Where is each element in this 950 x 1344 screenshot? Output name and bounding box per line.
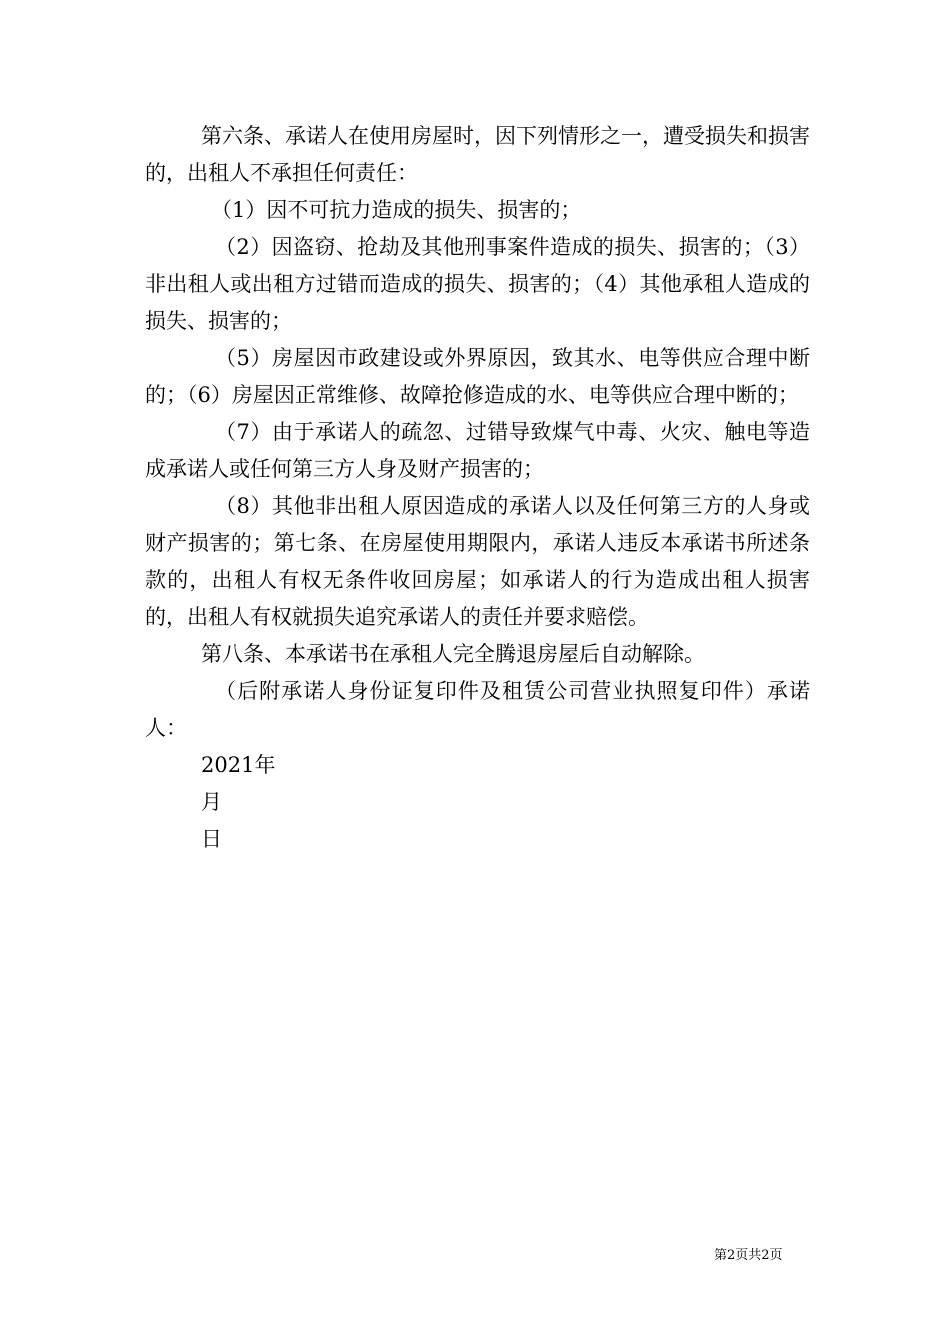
attachment-note-paragraph: （后附承诺人身份证复印件及租赁公司营业执照复印件）承诺人： <box>145 679 810 740</box>
page-number-footer: 第2页共2页 <box>714 1248 783 1263</box>
item-1-paragraph: （1）因不可抗力造成的损失、损害的； <box>211 198 582 222</box>
item-2-4-paragraph: （2）因盗窃、抢劫及其他刑事案件造成的损失、损害的；（3）非出租人或出租方过错而造成的损失、损害的；（4）其他承租人造成的损失、损害的； <box>145 235 810 333</box>
document-body <box>145 118 810 858</box>
signature-date-block <box>145 747 810 858</box>
article-8-paragraph: 第八条、本承诺书在承租人完全腾退房屋后自动解除。 <box>201 642 705 666</box>
article-6-paragraph: 第六条、承诺人在使用房屋时，因下列情形之一，遭受损失和损害的，出租人不承担任何责任： <box>145 124 810 185</box>
item-7-paragraph: （7）由于承诺人的疏忽、过错导致煤气中毒、火灾、触电等造成承诺人或任何第三方人身及财产损害的； <box>145 420 810 481</box>
item-5-6-paragraph: （5）房屋因市政建设或外界原因，致其水、电等供应合理中断的；（6）房屋因正常维修、故障抢修造成的水、电等供应合理中断的； <box>145 346 810 407</box>
date-day: 日 <box>201 827 222 851</box>
date-year: 2021年 <box>201 753 276 777</box>
item-8-article-7-paragraph: （8）其他非出租人原因造成的承诺人以及任何第三方的人身或财产损害的；第七条、在房屋使用期限内，承诺人违反本承诺书所述条款的，出租人有权无条件收回房屋；如承诺人的行为造成出租人损害的，出租人有权就损失追究承诺人的责任并要求赔偿。 <box>145 494 810 629</box>
date-month: 月 <box>201 790 222 814</box>
